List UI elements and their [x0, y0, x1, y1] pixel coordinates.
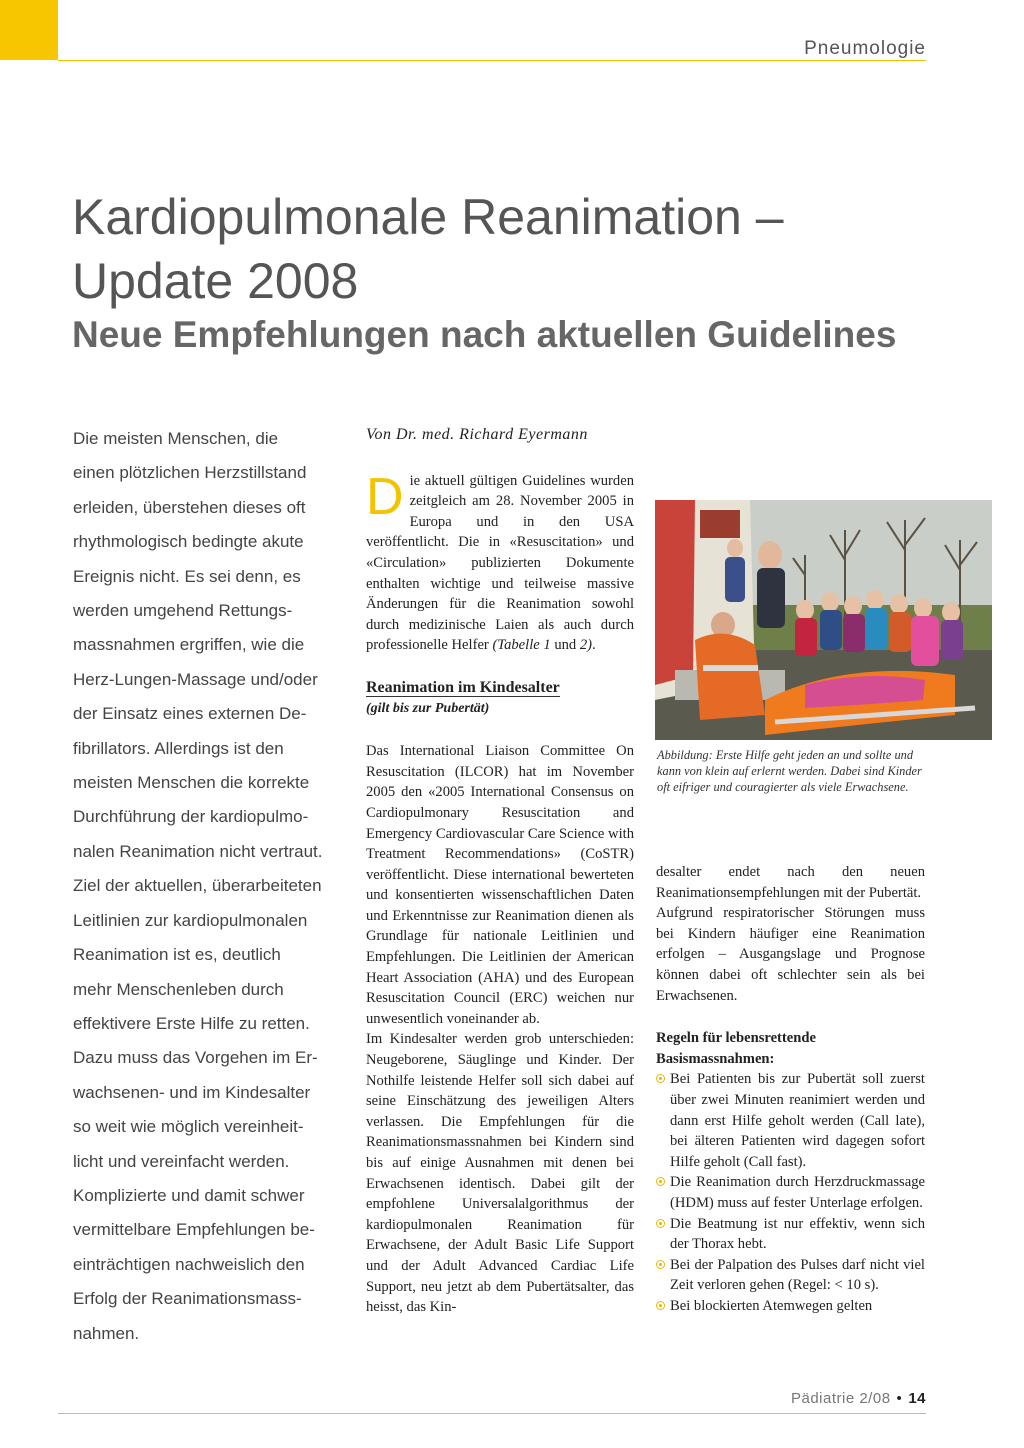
column-two: [366, 425, 634, 1318]
intro-text: ie aktuell gültigen Guidelines wurden zeitgleich am 28. November 2005 in Europa und in den USA veröffentlicht. Die in «Resuscitation» und «Circulation» publizierten Dokumente enthalten wichtige und teilweise massive Änderungen für die Reanimation sowohl durch medizinische Laien als auch durch professionelle Helfer: [366, 472, 634, 654]
lead-line: Die meisten Menschen, die: [73, 429, 279, 448]
rule-text: Bei der Palpation des Pulses darf nicht viel Zeit verloren gehen (Regel: < 10 s).: [670, 1256, 925, 1294]
photo-illustration: [655, 500, 992, 740]
byline: Von Dr. med. Richard Eyermann: [366, 426, 588, 443]
lead-line: Ziel der aktuellen, überarbeiteten: [73, 876, 322, 896]
lead-line: Dazu muss das Vorgehen im Er-: [73, 1048, 318, 1068]
lead-line: effektivere Erste Hilfe zu retten.: [73, 1013, 310, 1033]
rule-item: [656, 1172, 925, 1213]
footer-rule: [58, 1413, 926, 1414]
intro-paragraph: [366, 467, 634, 656]
rule-item: [656, 1255, 925, 1296]
lead-line: erleiden, überstehen dieses oft: [73, 497, 306, 517]
rule-text: Die Beatmung ist nur effektiv, wenn sich der Thorax hebt.: [670, 1215, 925, 1253]
page-number: 14: [908, 1390, 926, 1407]
lead-line: einen plötzlichen Herzstillstand: [73, 463, 307, 483]
title-line-2: Update 2008: [72, 253, 359, 309]
bullet-icon: [656, 1219, 665, 1228]
lead-line: meisten Menschen die korrekte: [73, 773, 310, 793]
drop-cap: D: [366, 467, 404, 526]
rule-item: [656, 1296, 925, 1317]
title-line-1: Kardiopulmonale Reanimation –: [72, 189, 784, 245]
footer-separator: •: [896, 1390, 903, 1407]
section-subheading: (gilt bis zur Pubertät): [366, 700, 490, 716]
rule-text: Bei blockierten Atemwegen gelten: [670, 1297, 873, 1314]
lead-line: Reanimation ist es, deutlich: [73, 945, 281, 965]
corner-accent-block: [0, 0, 58, 60]
lead-line: werden umgehend Rettungs-: [73, 601, 293, 621]
lead-line: Herz-Lungen-Massage und/oder: [73, 669, 318, 689]
section-label: Pneumologie: [804, 38, 926, 59]
table-ref-2: 2): [579, 637, 593, 654]
column-three: [656, 862, 925, 1316]
bullet-icon: [656, 1301, 665, 1310]
lead-line: wachsenen- und im Kindesalter: [73, 1082, 311, 1102]
table-ref-1: (Tabelle 1: [492, 637, 551, 654]
rules-list: [656, 1069, 925, 1316]
paragraph-kindesalter-cont: desalter endet nach den neuen Reanimationsempfehlungen mit der Pubertät.: [656, 864, 925, 901]
lead-line: massnahmen ergriffen, wie die: [73, 635, 305, 655]
lead-line: Durchführung der kardiopulmo-: [73, 807, 309, 827]
lead-line: der Einsatz eines externen De-: [73, 704, 307, 724]
rule-text: Die Reanimation durch Herzdruckmassage (HDM) muss auf fester Unterlage erfolgen.: [670, 1174, 925, 1211]
intro-end: .: [592, 637, 596, 654]
paragraph-kindesalter: Im Kindesalter werden grob unterschieden: Neugeborene, Säuglinge und Kinder. Der Nothilfe leistende Helfer soll sich dabei auf seine Einschätzung des jeweiligen Alters verlassen. Die Empfehlungen für die Reanimationsmassnahmen bei Kindern sind bis auf einige Ausnahmen mit denen bei Erwachsenen identisch. Dabei gilt der empfohlene Universalalgorithmus der kardiopulmonalen Reanimation für Erwachsene, der Adult Basic Life Support und der Adult Advanced Cardiac Life Support, neu jetzt ab dem Pubertätsalter, das heisst, das Kin-: [366, 1031, 634, 1316]
lead-line: nahmen.: [73, 1323, 140, 1343]
lead-line: Ereignis nicht. Es sei denn, es: [73, 566, 301, 586]
lead-line: rhythmologisch bedingte akute: [73, 532, 304, 552]
section-heading-text: Reanimation im Kindesalter: [366, 678, 560, 696]
lead-line: nalen Reanimation nicht vertraut.: [73, 841, 323, 861]
bullet-icon: [656, 1260, 665, 1269]
journal-issue: Pädiatrie 2/08: [790, 1390, 891, 1407]
rule-text: Bei Patienten bis zur Pubertät soll zuerst über zwei Minuten reanimiert werden und dann erst Hilfe geholt werden (Call late), bei älteren Patienten wird dagegen sofort Hilfe geholt (Call fast).: [670, 1071, 925, 1170]
bullet-icon: [656, 1177, 665, 1186]
photo-first-aid-children: [655, 500, 992, 740]
rules-heading: Regeln für lebensrettende Basismassnahmen:: [656, 1030, 816, 1067]
lead-line: Komplizierte und damit schwer: [73, 1185, 305, 1205]
lead-line: fibrillators. Allerdings ist den: [73, 738, 284, 758]
page-footer: [791, 1390, 926, 1407]
lead-line: Leitlinien zur kardiopulmonalen: [73, 910, 308, 930]
lead-line: mehr Menschenleben durch: [73, 979, 284, 999]
section-heading: [366, 678, 634, 699]
bullet-icon: [656, 1074, 665, 1083]
lead-line: licht und vereinfacht werden.: [73, 1151, 290, 1171]
lead-paragraph: [73, 422, 349, 1351]
paragraph-respiratory: Aufgrund respiratorischer Störungen muss bei Kindern häufiger eine Reanimation erfolgen – Ausgangslage und Prognose können dabei oft schlechter sein als bei Erwachsenen.: [656, 905, 925, 1004]
article-title: [72, 185, 952, 313]
rule-item: [656, 1069, 925, 1172]
lead-line: so weit wie möglich vereinheit-: [73, 1117, 304, 1137]
lead-line: einträchtigen nachweislich den: [73, 1254, 305, 1274]
lead-line: vermittelbare Empfehlungen be-: [73, 1220, 315, 1240]
article-subtitle: Neue Empfehlungen nach aktuellen Guidelines: [72, 314, 897, 355]
photo-caption: Abbildung: Erste Hilfe geht jeden an und sollte und kann von klein auf erlernt werden. Dabei sind Kinder oft eifriger und couragierter als viele Erwachsene.: [657, 748, 922, 795]
lead-line: Erfolg der Reanimationsmass-: [73, 1289, 302, 1309]
header-rule: [58, 60, 926, 61]
intro-and: und: [550, 637, 580, 654]
paragraph-ilcor: Das International Liaison Committee On Resuscitation (ILCOR) hat im November 2005 den «2005 International Consensus on Cardiopulmonary Resuscitation and Emergency Cardiovascular Care Science with Treatment Recommendations» (CoSTR) veröffentlicht. Diese international bewerteten und konsentierten wissenschaftlichen Daten und Erkenntnisse zur Reanimation dienen als Grundlage für nationale Leitlinien und Empfehlungen. Die Leitlinien der American Heart Association (AHA) und des European Resuscitation Council (ERC) weichen nur unwesentlich voneinander ab.: [366, 743, 634, 1027]
rule-item: [656, 1214, 925, 1255]
